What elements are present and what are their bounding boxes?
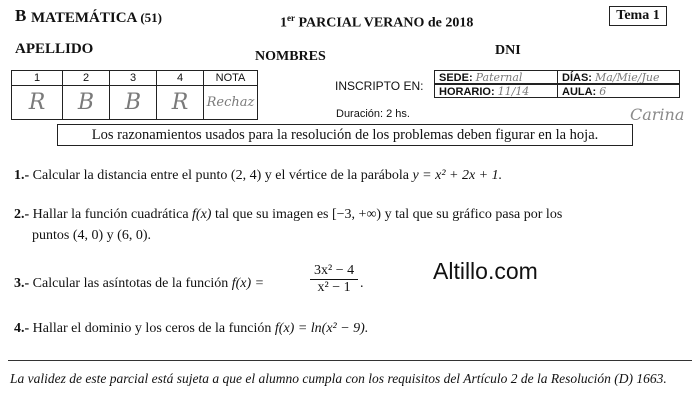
question-4-text: Hallar el dominio y los ceros de la función xyxy=(32,321,275,336)
question-4-number: 4.- xyxy=(14,321,30,336)
grade-header-2: 2 xyxy=(63,71,110,86)
exam-title-text: PARCIAL VERANO de 2018 xyxy=(298,15,474,31)
question-3 xyxy=(14,276,264,292)
sede-label: SEDE: xyxy=(439,72,473,84)
grade-header-3: 3 xyxy=(110,71,157,86)
question-4 xyxy=(14,321,368,337)
dni-label: DNI xyxy=(495,43,521,58)
grade-table-header-row xyxy=(12,71,258,86)
grade-table xyxy=(11,70,258,120)
question-1-text: Calcular la distancia entre el punto (2, 4) y el vértice de la parábola xyxy=(32,168,413,183)
notice-box: Los razonamientos usados para la resolución de los problemas deben figurar en la hoja. xyxy=(57,124,633,146)
question-2-line-2: puntos (4, 0) y (6, 0). xyxy=(32,228,151,243)
footer-divider xyxy=(8,360,692,361)
question-3-end: . xyxy=(360,276,364,291)
question-2-math: f(x) xyxy=(192,207,212,222)
exam-ordinal: 1 xyxy=(280,15,287,31)
question-1 xyxy=(14,168,502,184)
dias-cell xyxy=(557,70,680,84)
grade-value-nota: Rechaz xyxy=(204,86,258,120)
sede-cell xyxy=(434,70,558,84)
handwritten-signature: Carina xyxy=(630,105,685,124)
grade-value-2: B xyxy=(63,86,110,120)
grade-table-value-row xyxy=(12,86,258,120)
aula-value: 6 xyxy=(599,85,607,98)
exam-ordinal-suffix: er xyxy=(287,13,295,23)
footer-text: La validez de este parcial está sujeta a que el alumno cumpla con los requisitos del Artículo 2 de la Resolución (D) 1663. xyxy=(10,371,667,386)
question-3-text: Calcular las asíntotas de la función xyxy=(32,276,232,291)
grade-header-nota: NOTA xyxy=(204,71,258,86)
question-1-number: 1.- xyxy=(14,168,30,183)
inscripto-label: INSCRIPTO EN: xyxy=(335,79,424,93)
horario-label: HORARIO: xyxy=(439,86,495,98)
grade-value-4: R xyxy=(157,86,204,120)
subject-title xyxy=(31,10,162,27)
question-3-fraction xyxy=(310,263,358,296)
subject-name: MATEMÁTICA xyxy=(31,10,137,26)
corner-letter: B xyxy=(15,6,27,25)
question-2-rest: tal que su imagen es [−3, +∞) y tal que su gráfico pasa por los xyxy=(211,207,563,222)
apellido-label: APELLIDO xyxy=(15,41,94,57)
question-4-math: f(x) = ln(x² − 9). xyxy=(274,321,369,336)
question-3-math: f(x) = xyxy=(231,276,265,291)
tema-box: Tema 1 xyxy=(609,6,667,26)
fraction-denominator: x² − 1 xyxy=(317,280,351,295)
question-2-text: Hallar la función cuadrática xyxy=(32,207,193,222)
horario-value: 11/14 xyxy=(497,85,530,98)
question-3-number: 3.- xyxy=(14,276,30,291)
watermark: Altillo.com xyxy=(433,258,538,284)
horario-cell xyxy=(434,84,558,98)
dias-label: DÍAS: xyxy=(562,72,592,84)
sede-value: Paternal xyxy=(475,71,523,84)
aula-label: AULA: xyxy=(562,86,597,98)
inscripto-box xyxy=(434,70,680,102)
grade-header-4: 4 xyxy=(157,71,204,86)
subject-code: (51) xyxy=(140,10,162,25)
question-2 xyxy=(14,207,562,223)
grade-value-1: R xyxy=(12,86,63,120)
duration-text: Duración: 2 hs. xyxy=(336,108,410,120)
exam-title xyxy=(280,13,473,32)
grade-value-3: B xyxy=(110,86,157,120)
nombres-label: NOMBRES xyxy=(255,49,326,64)
question-1-math: y = x² + 2x + 1. xyxy=(412,168,503,183)
question-2-number: 2.- xyxy=(14,207,30,222)
grade-header-1: 1 xyxy=(12,71,63,86)
aula-cell xyxy=(557,84,680,98)
dias-value: Ma/Mie/Jue xyxy=(594,71,660,84)
fraction-numerator: 3x² − 4 xyxy=(310,263,358,280)
